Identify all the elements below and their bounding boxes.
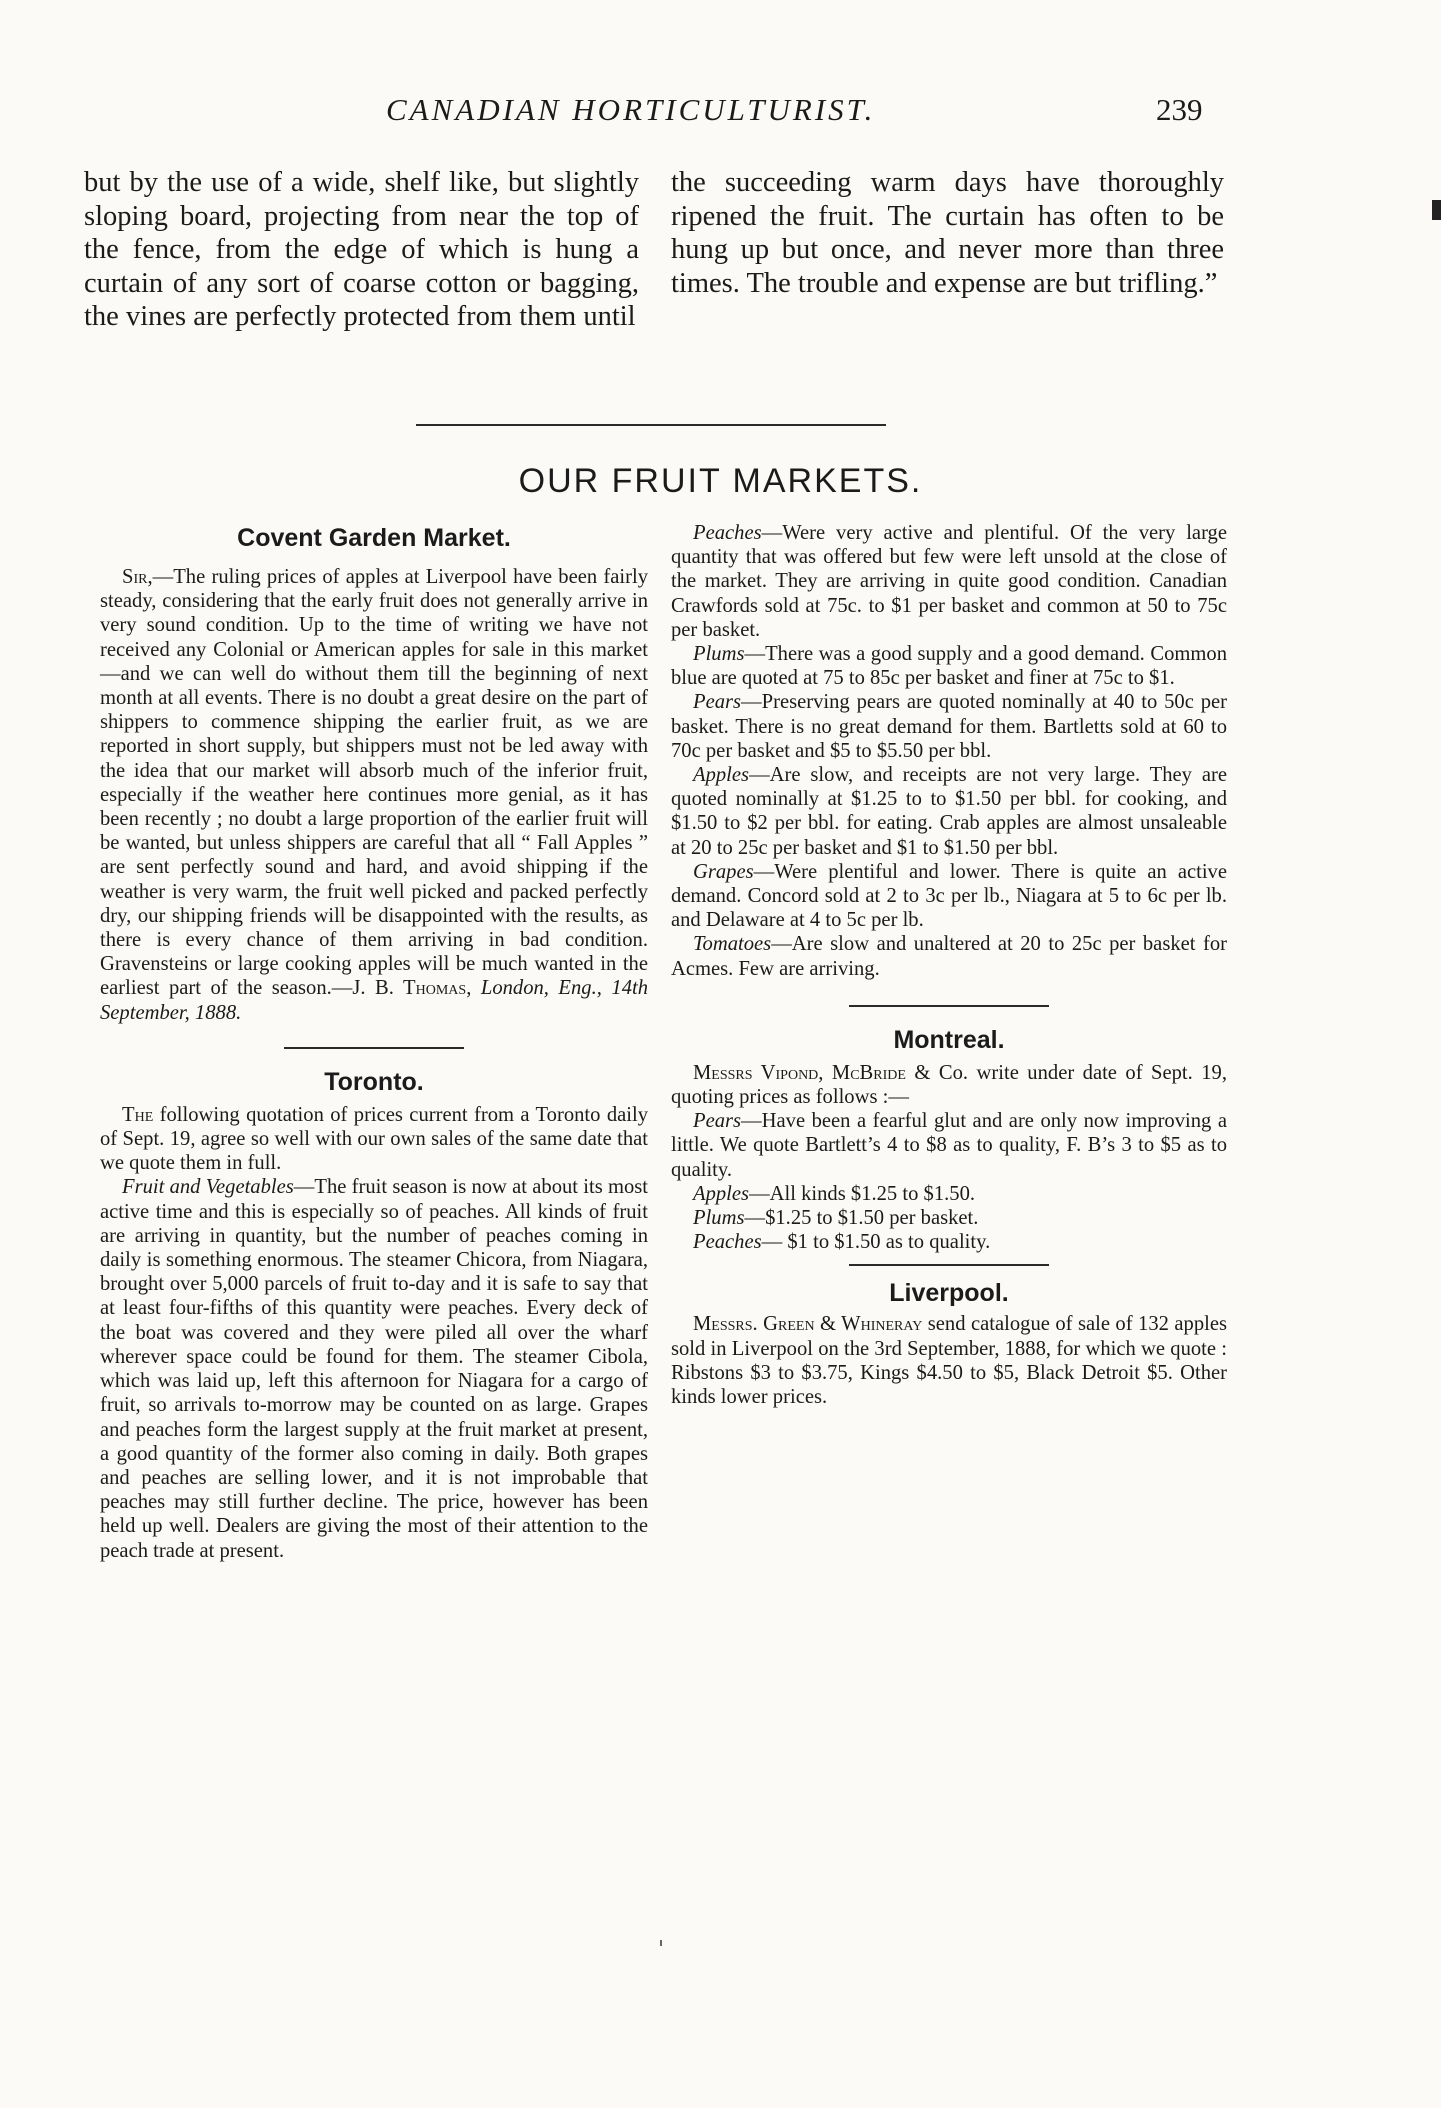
montreal-intro-caps: Messrs Vipond, McBride (693, 1061, 906, 1084)
item-label: Tomatoes (693, 933, 772, 956)
toronto-item-tomatoes (671, 932, 1227, 980)
running-title: CANADIAN HORTICULTURIST. (386, 92, 876, 127)
item-label: Apples (693, 1182, 750, 1205)
item-text: —Are slow, and receipts are not very large. They are quoted nominally at $1.25 to to $1.50 per bbl. for cooking, and $1.50 to $2 per bbl. for eating. Crab apples are almost unsaleable at 20 to 25c per basket and $1 to $1.50 per bbl. (671, 764, 1227, 859)
item-label: Plums (693, 1207, 745, 1230)
item-text: —Were very active and plentiful. Of the very large quantity that was offered but few were left unsold at the close of the market. They are arriving in quite good condition. Canadian Crawfords sold at 75c. to $1 per basket and common at 50 to 75c per basket. (671, 522, 1227, 641)
margin-mark (1432, 200, 1441, 220)
liverpool-intro-caps: Messrs. Green & Whineray (693, 1313, 923, 1336)
toronto-heading: Toronto. (324, 1067, 424, 1096)
montreal-intro (671, 1061, 1227, 1109)
liverpool-text: send catalogue of sale of 132 apples sold in Liverpool on the 3rd September, 1888, for which we quote : Ribstons $3 to $3.75, Kings $4.50 to $5, Black Detroit $5. Other kinds lower prices. (671, 1313, 1227, 1409)
item-label: Pears (693, 691, 742, 714)
covent-garden-letter (100, 565, 648, 1025)
fruit-vegetables-paragraph (100, 1175, 648, 1562)
item-label: Peaches (693, 522, 762, 544)
continuation-left: but by the use of a wide, shelf like, but slightly sloping board, projecting from near the top of the fence, from the edge of which is hung a curtain of any sort of coarse cotton or bagging, the vines are perfectly protected from them until (84, 167, 639, 332)
right-column (671, 521, 1227, 1409)
toronto-item-grapes (671, 860, 1227, 933)
montreal-item-peaches (671, 1230, 1227, 1254)
montreal-intro-text: & Co. write under date of Sept. 19, quoting prices as follows :— (671, 1061, 1227, 1109)
page-header (0, 92, 1441, 136)
toronto-intro-text: following quotation of prices current from a Toronto daily of Sept. 19, agree so well with our own sales of the same date that we quote them in full. (100, 1103, 648, 1175)
toronto-intro (100, 1103, 648, 1176)
item-text: —$1.25 to $1.50 per basket. (744, 1207, 979, 1230)
left-column (100, 523, 648, 1563)
salutation: Sir, (122, 566, 153, 588)
liverpool-heading: Liverpool. (889, 1279, 1009, 1308)
montreal-item-plums (671, 1206, 1227, 1230)
item-text: —Were plentiful and lower. There is quite an active demand. Concord sold at 2 to 3c per lb., Niagara at 5 to 6c per lb. and Delaware at 4 to 5c per lb. (671, 860, 1227, 932)
montreal-item-apples (671, 1182, 1227, 1206)
item-text: — $1 to $1.50 as to quality. (761, 1231, 991, 1254)
liverpool-paragraph (671, 1312, 1227, 1409)
item-text: —Preserving pears are quoted nominally at 40 to 50c per basket. There is no great demand for them. Bartletts sold at 60 to 70c per basket and $5 to $5.50 per bbl. (671, 691, 1227, 762)
page-number: 239 (1156, 92, 1203, 127)
toronto-item-plums (671, 642, 1227, 690)
item-label: Peaches (693, 1231, 762, 1254)
covent-garden-heading: Covent Garden Market. (237, 524, 511, 552)
fruit-vegetables-text: —The fruit season is now at about its most active time and this is especially so of peaches. All kinds of fruit are arriving in quantity, but the number of peaches coming in daily is something enormous. The steamer Chicora, from Niagara, brought over 5,000 parcels of fruit to-day and it is safe to say that at least four-fifths of this quantity were peaches. Every deck of the boat was covered and they were piled all over the wharf wherever space could be found for them. The steamer Cibola, which was laid up, left this afternoon for Niagara for a cargo of fruit, so arrivals to-morrow may be counted on as large. Grapes and peaches form the largest supply at the fruit market at present, a good quantity of the former also coming in daily. Both grapes and peaches are selling lower, and it is not improbable that peaches may still further decline. The price, however has been held up well. Dealers are giving the most of their attention to the peach trade at present. (100, 1176, 649, 1562)
fruit-vegetables-label: Fruit and Vegetables (122, 1176, 294, 1199)
toronto-intro-first: The (122, 1103, 154, 1126)
item-text: —All kinds $1.25 to $1.50. (749, 1182, 976, 1205)
montreal-heading: Montreal. (893, 1025, 1005, 1054)
item-text: —Have been a fearful glut and are only now improving a little. We quote Bartlett’s 4 to $8 as to quality, F. B’s 3 to $5 as to quality. (671, 1110, 1227, 1181)
signature-place: London, Eng., 14th September, 1888. (100, 977, 649, 1024)
section-title: OUR FRUIT MARKETS. (518, 462, 923, 500)
montreal-item-pears (671, 1109, 1227, 1182)
toronto-item-pears (671, 690, 1227, 763)
continuation-right: the succeeding warm days have thoroughly ripened the fruit. The curtain has often to be hung up but once, and never more than three times. The trouble and expense are but trifling.” (671, 167, 1224, 299)
item-label: Plums (693, 643, 745, 666)
item-label: Grapes (693, 860, 754, 883)
letter-body: —The ruling prices of apples at Liverpool have been fairly steady, considering that the early fruit does not generally arrive in very sound condition. Up to the time of writing we have not received any Colonial or American apples for sale in this market—and we can well do without them till the beginning of next month at all events. There is no doubt a great desire on the part of shippers to commence shipping the earlier fruit, as we are reported in short supply, but shippers must not be led away with the idea that our market will absorb much of the inferior fruit, especially if the weather here continues more genial, as it has been recently ; no doubt a large proportion of the earlier fruit will be wanted, but unless shippers are careful that all “ Fall Apples ” are sent perfectly sound and hard, and avoid shipping if the weather is very warm, the fruit well picked and packed perfectly dry, our shipping friends will be disappointed with the results, as there is every chance of them arriving in bad condition. Gravensteins or large cooking apples will be much wanted in the earliest part of the season.— (100, 566, 648, 1000)
item-text: —Are slow and unaltered at 20 to 25c per basket for Acmes. Few are arriving. (671, 933, 1227, 980)
toronto-item-apples (671, 763, 1227, 860)
section-divider (416, 424, 886, 426)
item-label: Pears (693, 1110, 742, 1133)
signature-name: J. B. Thomas, (352, 977, 472, 1000)
paper-speck (660, 1940, 662, 1946)
item-text: —There was a good supply and a good demand. Common blue are quoted at 75 to 85c per basket and finer at 75c to $1. (671, 643, 1227, 690)
item-label: Apples (693, 764, 750, 787)
toronto-item-peaches (671, 521, 1227, 642)
